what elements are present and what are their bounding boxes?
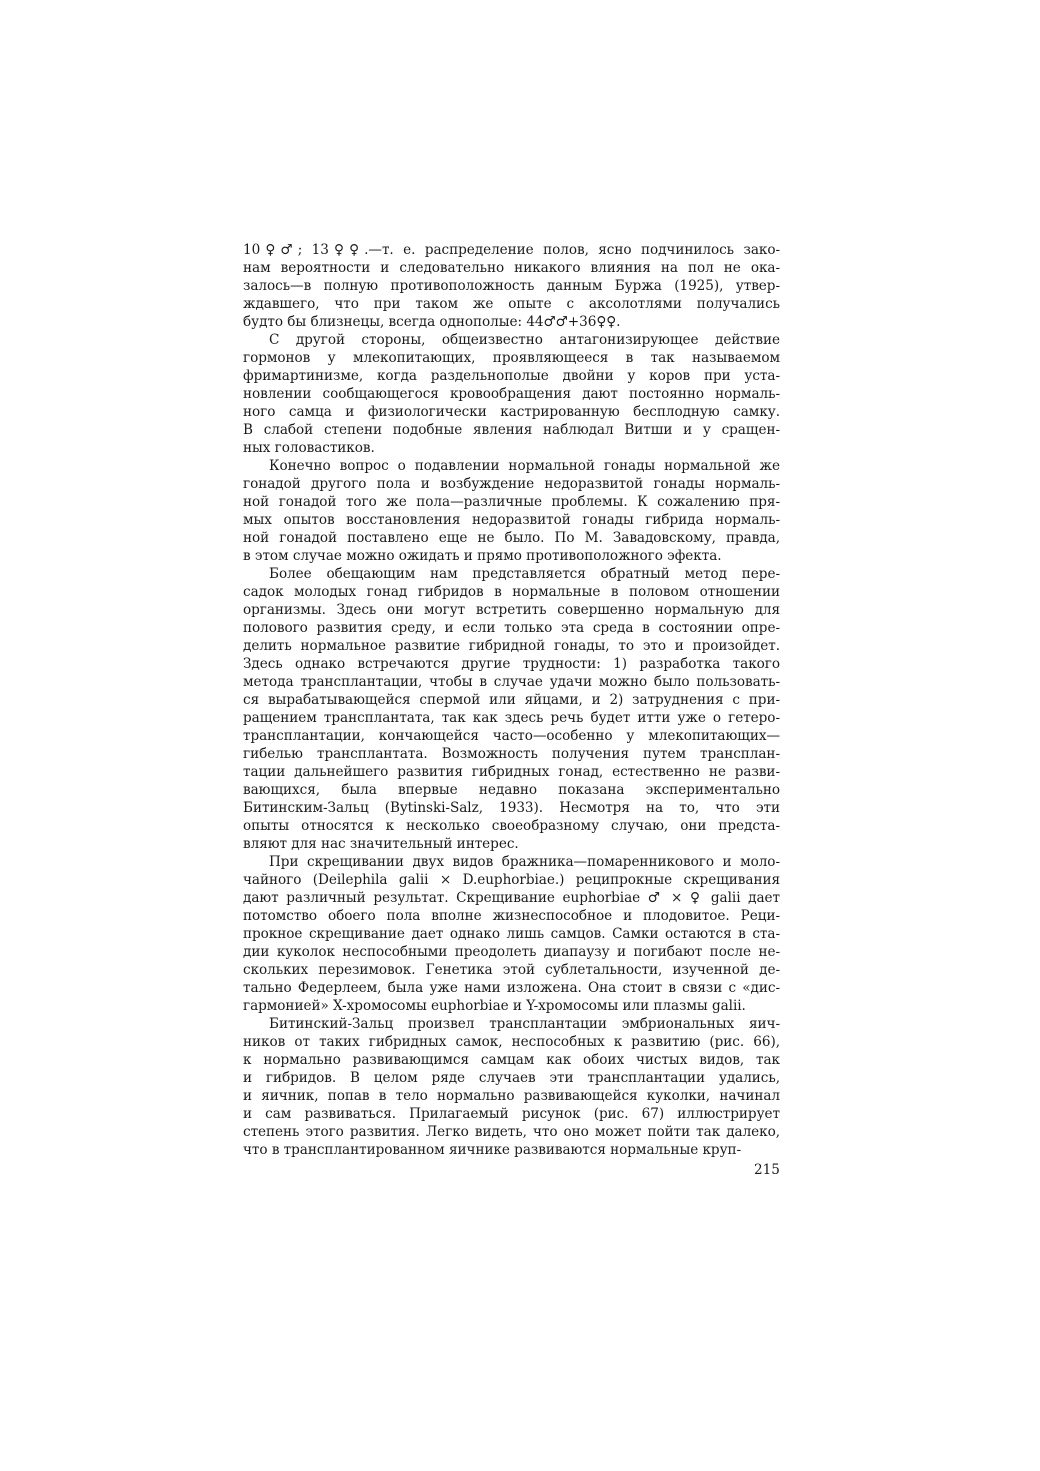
- text-line: ращением трансплантата, так как здесь речь будет итти уже о гетеро-: [243, 710, 780, 726]
- body-text: [243, 241, 780, 1159]
- text-line: Битинским-Зальц (Bytinski-Salz, 1933). Несмотря на то, что эти: [243, 800, 780, 816]
- text-line: ного самца и физиологически кастрированную бесплодную самку.: [243, 404, 780, 420]
- text-line: чайного (Deilephila galii × D.euphorbiae.) реципрокные скрещивания: [243, 872, 780, 888]
- text-line: вающихся, была впервые недавно показана экспериментально: [243, 782, 780, 798]
- text-line: При скрещивании двух видов бражника—помаренникового и моло-: [269, 854, 780, 870]
- text-line: ников от таких гибридных самок, неспособных к развитию (рис. 66),: [243, 1034, 780, 1050]
- text-line: дии куколок неспособными преодолеть диапаузу и погибают после не-: [243, 944, 780, 960]
- text-line: тально Федерлеем, была уже нами изложена. Она стоит в связи с «дис-: [243, 980, 780, 996]
- text-line: полового развития среду, и если только эта среда в состоянии опре-: [243, 620, 780, 636]
- text-line: опыты относятся к несколько своеобразному случаю, они предста-: [243, 818, 780, 834]
- text-line: скольких перезимовок. Генетика этой сублетальности, изученной де-: [243, 962, 780, 978]
- text-line: гонадой другого пола и возбуждение недоразвитой гонады нормаль-: [243, 476, 780, 492]
- text-line: прокное скрещивание дает однако лишь самцов. Самки остаются в ста-: [243, 926, 780, 942]
- text-line: нам вероятности и следовательно никакого влияния на пол не ока-: [243, 260, 780, 276]
- text-line: и сам развиваться. Прилагаемый рисунок (рис. 67) иллюстрирует: [243, 1106, 780, 1122]
- text-line: вляют для нас значительный интерес.: [243, 836, 519, 852]
- text-line: гармонией» X-хромосомы euphorbiae и Y-хромосомы или плазмы galii.: [243, 998, 746, 1014]
- text-line: и гибридов. В целом ряде случаев эти трансплантации удались,: [243, 1070, 780, 1086]
- text-line: мых опытов восстановления недоразвитой гонады гибрида нормаль-: [243, 512, 780, 528]
- paragraph: [243, 241, 780, 331]
- text-line: гибелью трансплантата. Возможность получения путем трансплан-: [243, 746, 780, 762]
- text-line: новлении сообщающегося кровообращения дают постоянно нормаль-: [243, 386, 780, 402]
- text-line: будто бы близнецы, всегда однополые: 44♂♂+36♀♀.: [243, 314, 621, 330]
- text-line: С другой стороны, общеизвестно антагонизирующее действие: [269, 332, 780, 348]
- text-line: фримартинизме, когда раздельнополые двойни у коров при уста-: [243, 368, 780, 384]
- paragraph: [243, 853, 780, 1015]
- text-line: и яичник, попав в тело нормально развивающейся куколки, начинал: [243, 1088, 780, 1104]
- text-line: залось—в полную противоположность данным Буржа (1925), утвер-: [243, 278, 780, 294]
- text-line: что в трансплантированном яичнике развиваются нормальные круп-: [243, 1142, 742, 1158]
- text-line: в этом случае можно ожидать и прямо противоположного эфекта.: [243, 548, 722, 564]
- text-line: ся вырабатывающейся спермой или яйцами, и 2) затруднения с при-: [243, 692, 780, 708]
- text-line: В слабой степени подобные явления наблюдал Витши и у сращен-: [243, 422, 780, 438]
- text-line: Более обещающим нам представляется обратный метод пере-: [269, 566, 780, 582]
- text-line: трансплантации, кончающейся часто—особенно у млекопитающих—: [243, 728, 780, 744]
- text-line: метода трансплантации, чтобы в случае удачи можно было пользовать-: [243, 674, 780, 690]
- paragraph: [243, 457, 780, 565]
- text-line: ной гонадой поставлено еще не было. По М. Завадовскому, правда,: [243, 530, 780, 546]
- paragraph: [243, 1015, 780, 1159]
- text-line: степень этого развития. Легко видеть, что оно может пойти так далеко,: [243, 1124, 780, 1140]
- text-line: ных головастиков.: [243, 440, 375, 456]
- text-line: дают различный результат. Скрещивание euphorbiae ♂ × ♀ galii дает: [243, 890, 780, 906]
- paragraph: [243, 565, 780, 853]
- text-line: садок молодых гонад гибридов в нормальные в половом отношении: [243, 584, 780, 600]
- text-line: Здесь однако встречаются другие трудности: 1) разработка такого: [243, 656, 780, 672]
- text-line: ждавшего, что при таком же опыте с аксолотлями получались: [243, 296, 780, 312]
- page-number: 215: [754, 1162, 780, 1178]
- text-line: гормонов у млекопитающих, проявляющееся в так называемом: [243, 350, 780, 366]
- text-line: организмы. Здесь они могут встретить совершенно нормальную для: [243, 602, 780, 618]
- text-line: делить нормальное развитие гибридной гонады, то это и произойдет.: [243, 638, 780, 654]
- text-line: Битинский-Зальц произвел трансплантации эмбриональных яич-: [269, 1016, 780, 1032]
- paragraph: [243, 331, 780, 457]
- text-line: ной гонадой того же пола—различные проблемы. К сожалению пря-: [243, 494, 780, 510]
- text-line: Конечно вопрос о подавлении нормальной гонады нормальной же: [269, 458, 780, 474]
- text-line: 10♀♂; 13♀♀.—т. е. распределение полов, ясно подчинилось зако-: [243, 242, 780, 258]
- text-line: к нормально развивающимся самцам как обоих чистых видов, так: [243, 1052, 780, 1068]
- text-line: потомство обоего пола вполне жизнеспособное и плодовитое. Реци-: [243, 908, 780, 924]
- text-line: тации дальнейшего развития гибридных гонад, естественно не разви-: [243, 764, 780, 780]
